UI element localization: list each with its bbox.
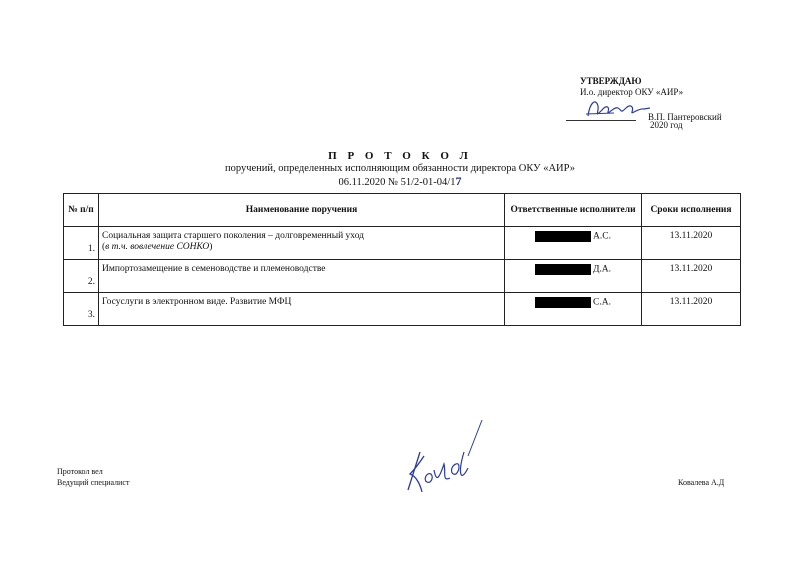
row-executor: Д.А. <box>505 260 642 293</box>
footer-role: Ведущий специалист <box>57 478 130 487</box>
row-executor: А.С. <box>505 227 642 260</box>
row-deadline: 13.11.2020 <box>642 227 741 260</box>
approval-title: УТВЕРЖДАЮ <box>580 76 642 86</box>
specialist-signature-icon <box>398 412 498 502</box>
table-row <box>64 227 741 260</box>
row-deadline: 13.11.2020 <box>642 293 741 326</box>
protocol-subtitle: поручений, определенных исполняющим обязанности директора ОКУ «АИР» <box>225 163 575 174</box>
header-deadline: Сроки исполнения <box>642 194 741 227</box>
approval-block <box>580 76 780 126</box>
redaction-block <box>535 231 591 242</box>
table-header-row <box>64 194 741 227</box>
row-num: 1. <box>64 227 99 260</box>
protocol-heading <box>0 149 800 189</box>
row-note: в т.ч. вовлечение СОНКО <box>105 242 210 252</box>
row-deadline: 13.11.2020 <box>642 260 741 293</box>
orders-table <box>63 193 741 326</box>
row-num: 3. <box>64 293 99 326</box>
footer-name: Ковалева А.Д <box>678 478 725 487</box>
row-name: Социальная защита старшего поколения – долговременный уход (в т.ч. вовлечение СОНКО) <box>99 227 505 260</box>
protocol-date-number: 06.11.2020 № 51/2-01-04/17 <box>338 174 462 188</box>
row-num: 2. <box>64 260 99 293</box>
row-name: Госуслуги в электронном виде. Развитие МФЦ <box>99 293 505 326</box>
protocol-title: П Р О Т О К О Л <box>328 150 472 162</box>
table-row <box>64 293 741 326</box>
handwritten-number-tail: 7 <box>455 174 462 188</box>
header-executors: Ответственные исполнители <box>505 194 642 227</box>
approval-position: И.о. директор ОКУ «АИР» <box>580 87 684 97</box>
row-executor: С.А. <box>505 293 642 326</box>
redaction-block <box>535 264 591 275</box>
footer-kept-by: Протокол вел Ведущий специалист <box>57 467 130 487</box>
redaction-block <box>535 297 591 308</box>
header-name: Наименование поручения <box>99 194 505 227</box>
approval-year: 2020 год <box>650 120 683 130</box>
row-name: Импортозамещение в семеноводстве и племеноводстве <box>99 260 505 293</box>
director-signature-icon <box>584 96 654 122</box>
header-num: № п/п <box>64 194 99 227</box>
approval-signer: В.П. Пантеровский <box>648 112 722 122</box>
table-row <box>64 260 741 293</box>
